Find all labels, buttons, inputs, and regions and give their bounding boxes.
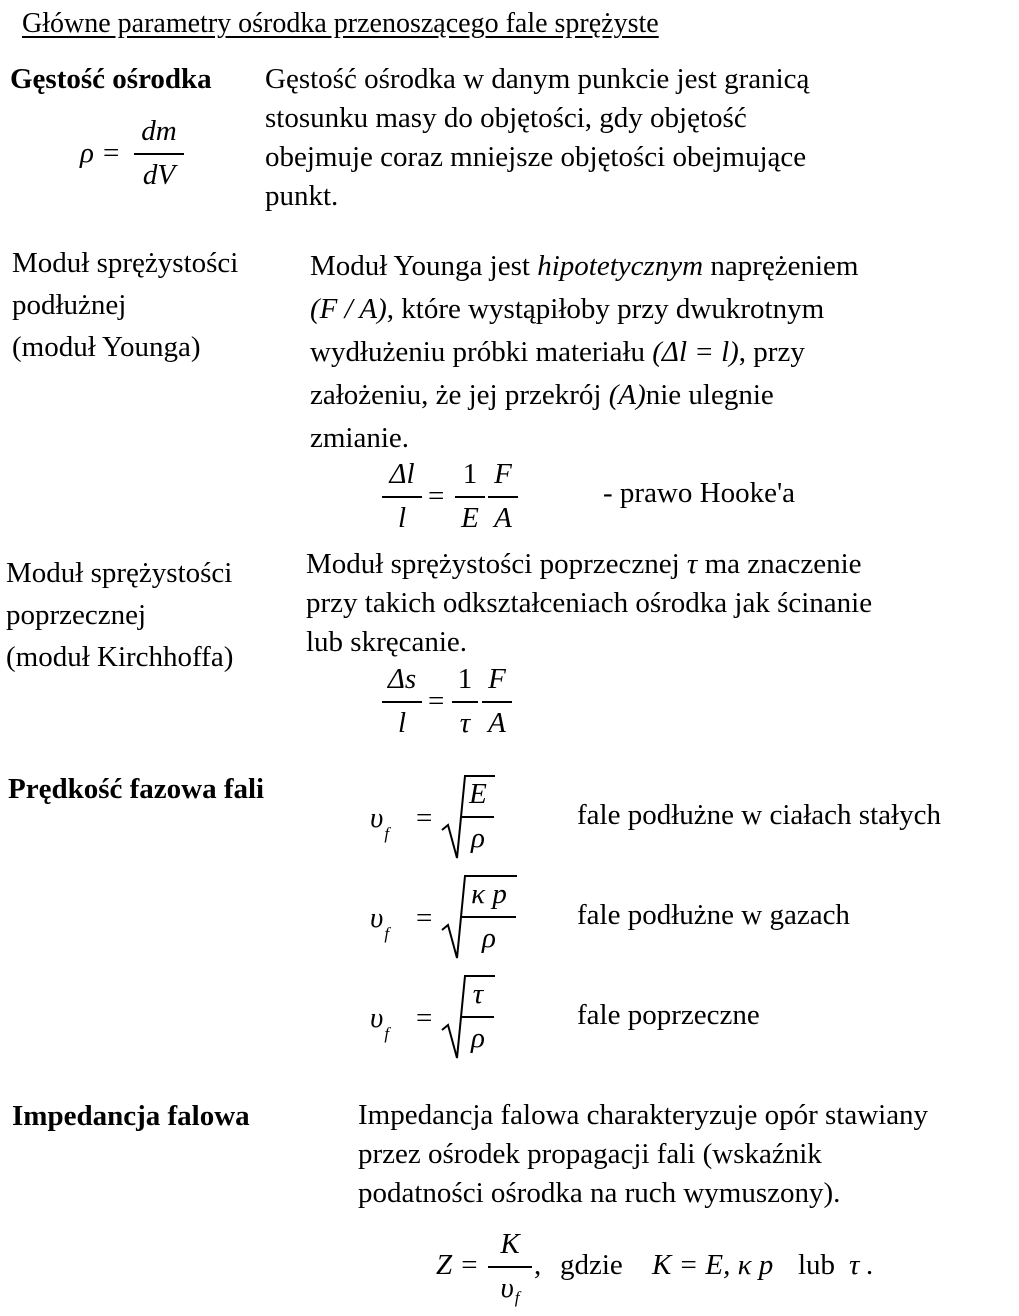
- young-label: [12, 242, 238, 368]
- fraction-denominator: A: [488, 707, 506, 739]
- young-label-line: podłużnej: [12, 289, 127, 321]
- young-line-1: [310, 245, 858, 288]
- fraction-denominator: l: [397, 502, 407, 534]
- fraction-numerator: τ: [472, 978, 484, 1010]
- velocity-lhs: [370, 1002, 390, 1043]
- kirchhoff-line-2: przy takich odkształceniach ośrodka jak ścinanie: [306, 587, 873, 619]
- fraction-bar: [382, 701, 422, 703]
- fraction-numerator: 1: [462, 458, 478, 490]
- fraction-numerator: 1: [457, 663, 473, 695]
- equals-sign: =: [416, 1002, 433, 1034]
- density-description: [265, 60, 809, 216]
- impedance-rhs: K = E, κ p: [652, 1249, 774, 1281]
- equals-sign: =: [416, 802, 433, 834]
- fraction-denominator: E: [461, 502, 479, 534]
- fraction-numerator: K: [500, 1228, 520, 1260]
- hooke-fraction-2: [455, 458, 485, 538]
- kirchhoff-label-line: (moduł Kirchhoffa): [6, 641, 234, 673]
- young-line-3: [310, 331, 858, 374]
- impedance-line: przez ośrodek propagacji fali (wskaźnik: [358, 1138, 822, 1170]
- impedance-line: Impedancja falowa charakteryzuje opór stawiany: [358, 1099, 929, 1131]
- subscript-f: f: [514, 1288, 520, 1307]
- density-line: obejmuje coraz mniejsze objętości obejmujące: [265, 141, 807, 173]
- fraction-numerator: F: [494, 458, 512, 490]
- impedance-description: [358, 1096, 928, 1213]
- density-numerator: dm: [141, 115, 177, 147]
- shear-fraction-2: [452, 663, 478, 743]
- equals-sign: =: [428, 480, 445, 512]
- fraction-numerator: Δl: [389, 458, 415, 490]
- fraction-bar: [488, 496, 518, 498]
- hooke-law-label: - prawo Hooke'a: [603, 477, 796, 509]
- impedance-lhs: Z =: [436, 1249, 479, 1281]
- impedance-lub: lub: [798, 1249, 836, 1281]
- fraction-numerator: κ p: [471, 878, 507, 910]
- impedance-gdzie: gdzie: [560, 1249, 623, 1281]
- young-description: [310, 245, 858, 460]
- fraction-bar: [452, 701, 478, 703]
- fraction-bar: [488, 1266, 532, 1268]
- fraction-denominator: ρ: [471, 822, 485, 854]
- young-text: założeniu, że jej przekrój: [310, 379, 609, 411]
- fraction-bar: [462, 816, 494, 818]
- impedance-fraction: [488, 1228, 532, 1308]
- kirchhoff-label: [6, 552, 233, 678]
- kirchhoff-text: ma znaczenie: [697, 548, 862, 580]
- fraction-bar: [455, 496, 485, 498]
- young-line-2: [310, 288, 858, 331]
- kirchhoff-label-line: poprzecznej: [6, 599, 147, 631]
- kirchhoff-line-1: [306, 545, 872, 584]
- velocity-fraction: [462, 778, 494, 858]
- velocity-lhs: [370, 802, 390, 843]
- density-heading: Gęstość ośrodka: [10, 63, 212, 95]
- young-text: , przy: [738, 336, 805, 368]
- velocity-fraction: [462, 978, 494, 1058]
- young-text: naprężeniem: [703, 250, 859, 282]
- velocity-description: fale poprzeczne: [577, 999, 760, 1031]
- fraction-denominator: l: [397, 707, 407, 739]
- kirchhoff-label-line: Moduł sprężystości: [6, 557, 233, 589]
- young-expr: (Δl = l): [652, 336, 739, 368]
- density-line: Gęstość ośrodka w danym punkcie jest granicą: [265, 63, 810, 95]
- young-expr: (F / A): [310, 293, 387, 325]
- phase-velocity-heading: Prędkość fazowa fali: [8, 773, 265, 805]
- impedance-heading: Impedancja falowa: [12, 1100, 250, 1132]
- young-expr: (A): [608, 379, 646, 411]
- density-formula-lhs: ρ =: [80, 137, 121, 169]
- young-italic-text: hipotetycznym: [537, 250, 704, 282]
- young-text: Moduł Younga jest: [310, 250, 538, 282]
- impedance-rhs-end: τ .: [849, 1249, 874, 1281]
- young-text: , które wystąpiłoby przy dwukrotnym: [386, 293, 825, 325]
- impedance-comma: ,: [534, 1249, 542, 1281]
- kirchhoff-text: Moduł sprężystości poprzecznej: [306, 548, 687, 580]
- young-line-5: zmianie.: [310, 422, 410, 454]
- velocity-lhs: [370, 902, 390, 943]
- density-denominator: dV: [142, 159, 176, 191]
- shear-fraction-1: [382, 663, 422, 743]
- kirchhoff-line-3: lub skręcanie.: [306, 626, 468, 658]
- fraction-bar: [462, 916, 516, 918]
- equals-sign: =: [428, 685, 445, 717]
- density-fraction: [134, 115, 184, 195]
- fraction-bar: [134, 153, 184, 155]
- fraction-denominator: [488, 1272, 532, 1308]
- fraction-numerator: E: [469, 778, 487, 810]
- fraction-denominator: ρ: [471, 1022, 485, 1054]
- tau-symbol: τ: [686, 548, 698, 580]
- subscript-f: f: [384, 1024, 390, 1043]
- hooke-fraction-1: [382, 458, 422, 538]
- page-title: Główne parametry ośrodka przenoszącego fale sprężyste: [22, 8, 659, 39]
- fraction-denominator: τ: [459, 707, 471, 739]
- fraction-bar: [482, 701, 512, 703]
- young-text: nie ulegnie: [645, 379, 774, 411]
- young-line-4: [310, 374, 858, 417]
- subscript-f: f: [384, 824, 390, 843]
- equals-sign: =: [416, 902, 433, 934]
- subscript-f: f: [384, 924, 390, 943]
- young-label-line: (moduł Younga): [12, 331, 201, 363]
- fraction-numerator: F: [488, 663, 506, 695]
- density-line: punkt.: [265, 180, 339, 212]
- upsilon-symbol: υ: [370, 1002, 384, 1034]
- fraction-denominator: ρ: [482, 922, 496, 954]
- upsilon-symbol: υ: [370, 802, 384, 834]
- young-label-line: Moduł sprężystości: [12, 247, 239, 279]
- shear-fraction-3: [482, 663, 512, 743]
- young-text: wydłużeniu próbki materiału: [310, 336, 653, 368]
- fraction-denominator: A: [494, 502, 512, 534]
- impedance-line: podatności ośrodka na ruch wymuszony).: [358, 1177, 841, 1209]
- fraction-bar: [382, 496, 422, 498]
- kirchhoff-description: [306, 545, 872, 662]
- velocity-description: fale podłużne w gazach: [577, 899, 850, 931]
- upsilon-symbol: υ: [370, 902, 384, 934]
- velocity-description: fale podłużne w ciałach stałych: [577, 799, 941, 831]
- upsilon-symbol: υ: [500, 1272, 514, 1304]
- hooke-fraction-3: [488, 458, 518, 538]
- density-line: stosunku masy do objętości, gdy objętość: [265, 102, 747, 134]
- velocity-fraction: [462, 878, 516, 958]
- fraction-numerator: Δs: [387, 663, 417, 695]
- fraction-bar: [462, 1016, 494, 1018]
